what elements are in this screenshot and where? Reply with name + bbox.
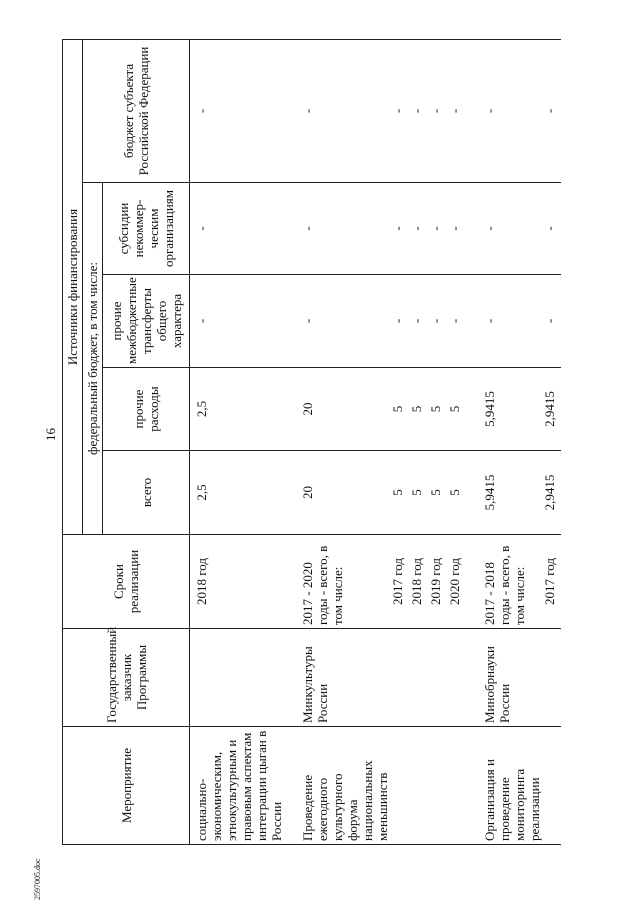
cell-event (447, 727, 466, 845)
cell-event: социально-экономическим, этнокультурным и правовым аспектам интеграции цыган в России (190, 727, 285, 845)
header-other-expenses: прочие расходы (103, 368, 190, 451)
cell-customer (447, 629, 466, 727)
cell-other: 5 (447, 368, 466, 451)
table-row (542, 39, 561, 844)
cell-subject: - (447, 39, 466, 182)
cell-interbudget: - (542, 275, 561, 368)
row-spacer (466, 39, 482, 844)
row-spacer (284, 39, 300, 844)
cell-other: 2,5 (190, 368, 285, 451)
header-subsidies: субсидии некоммер-ческим организациям (103, 183, 190, 275)
cell-terms: 2020 год (447, 535, 466, 629)
table-row (482, 39, 542, 844)
cell-event: Организация и проведение мониторинга реализации (482, 727, 542, 845)
cell-subsidies: - (300, 183, 390, 275)
cell-interbudget: - (300, 275, 390, 368)
cell-terms: 2017 год (542, 535, 561, 629)
cell-customer (190, 629, 285, 727)
cell-total: 5,9415 (482, 451, 542, 535)
cell-subsidies: - (482, 183, 542, 275)
cell-other: 20 (300, 368, 390, 451)
cell-total: 5 (409, 451, 428, 535)
table-row (447, 39, 466, 844)
cell-interbudget: - (447, 275, 466, 368)
cell-customer (409, 629, 428, 727)
cell-interbudget: - (190, 275, 285, 368)
cell-event (390, 727, 409, 845)
cell-event: Проведение ежегодного культурного форума национальных меньшинств (300, 727, 390, 845)
cell-other: 5 (409, 368, 428, 451)
cell-customer: Минобрнауки России (482, 629, 542, 727)
cell-interbudget: - (390, 275, 409, 368)
cell-total: 20 (300, 451, 390, 535)
cell-terms: 2019 год (428, 535, 447, 629)
cell-terms: 2017 год (390, 535, 409, 629)
header-sources: Источники финансирования (63, 39, 83, 534)
table-row (390, 39, 409, 844)
header-terms: Сроки реализации (63, 535, 190, 629)
cell-terms: 2017 - 2018 годы - всего, в том числе: (482, 535, 542, 629)
document-filename: 2597005.doc (33, 858, 42, 900)
table-row (409, 39, 428, 844)
cell-subsidies: - (542, 183, 561, 275)
cell-total: 2,5 (190, 451, 285, 535)
cell-subject: - (390, 39, 409, 182)
cell-total: 5 (447, 451, 466, 535)
cell-subject: - (428, 39, 447, 182)
header-total: всего (103, 451, 190, 535)
cell-customer (428, 629, 447, 727)
cell-terms: 2018 год (409, 535, 428, 629)
cell-subsidies: - (447, 183, 466, 275)
cell-total: 5 (428, 451, 447, 535)
cell-other: 2,9415 (542, 368, 561, 451)
table-header (63, 39, 190, 844)
cell-event (428, 727, 447, 845)
cell-subject: - (300, 39, 390, 182)
cell-subsidies: - (428, 183, 447, 275)
table-row (300, 39, 390, 844)
header-event: Мероприятие (63, 727, 190, 845)
cell-total: 2,9415 (542, 451, 561, 535)
cell-subsidies: - (409, 183, 428, 275)
cell-subject: - (542, 39, 561, 182)
cell-interbudget: - (428, 275, 447, 368)
cell-subject: - (409, 39, 428, 182)
rotated-table-wrapper (62, 40, 582, 845)
header-subject-budget: бюджет субъекта Российской Федерации (83, 39, 190, 182)
cell-subsidies: - (390, 183, 409, 275)
cell-event (542, 727, 561, 845)
table-row (190, 39, 285, 844)
cell-interbudget: - (409, 275, 428, 368)
cell-interbudget: - (482, 275, 542, 368)
cell-customer (542, 629, 561, 727)
cell-terms: 2017 - 2020 годы - всего, в том числе: (300, 535, 390, 629)
cell-customer: Минкультуры России (300, 629, 390, 727)
cell-other: 5 (390, 368, 409, 451)
cell-other: 5 (428, 368, 447, 451)
cell-customer (390, 629, 409, 727)
cell-other: 5,9415 (482, 368, 542, 451)
cell-event (409, 727, 428, 845)
cell-subject: - (482, 39, 542, 182)
table-body (190, 39, 562, 844)
financing-table (62, 39, 561, 845)
table-row (428, 39, 447, 844)
header-federal: федеральный бюджет, в том числе: (83, 183, 103, 535)
cell-terms: 2018 год (190, 535, 285, 629)
page-number: 16 (43, 428, 58, 441)
cell-subject: - (190, 39, 285, 182)
header-customer: Государственный заказчик Программы (63, 629, 190, 727)
cell-subsidies: - (190, 183, 285, 275)
cell-total: 5 (390, 451, 409, 535)
header-interbudget: прочие межбюджетные трансферты общего характера (103, 275, 190, 368)
